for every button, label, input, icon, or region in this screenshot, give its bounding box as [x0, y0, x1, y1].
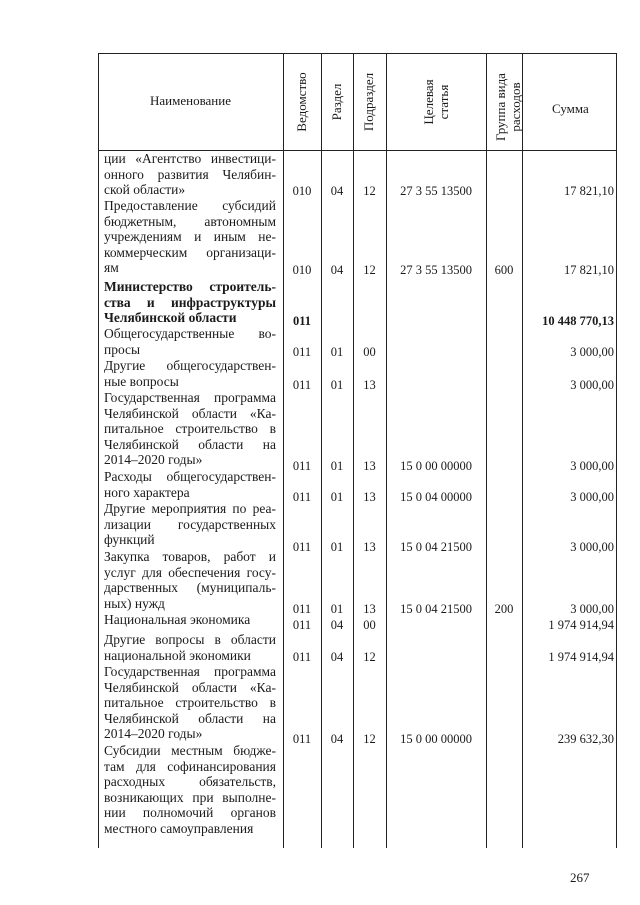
row-name-line: ных) нужд [104, 595, 165, 611]
row-razdel: 01 [330, 602, 344, 616]
row-podrazdel: 12 [363, 732, 376, 746]
row-name-line: питальное строительство в [104, 421, 276, 437]
row-vedomstvo: 011 [292, 378, 312, 392]
row-celevaya-statya: 27 3 55 13500 [400, 184, 472, 198]
row-name-line: нии полномочий органов [104, 805, 276, 821]
row-celevaya-statya: 27 3 55 13500 [400, 263, 472, 277]
row-name-line: Челябинской области на [104, 710, 276, 726]
row-name-line: ного характера [104, 484, 190, 500]
row-razdel: 04 [330, 263, 344, 277]
row-name-line: лизации государственных [104, 516, 276, 532]
row-name-line: бюджетным, автономным [104, 213, 276, 229]
row-vedomstvo: 011 [292, 732, 312, 746]
row-name-line: просы [104, 341, 141, 357]
row-summa: 3 000,00 [570, 540, 614, 554]
row-gruppa: 200 [494, 602, 514, 616]
row-summa: 3 000,00 [570, 490, 614, 504]
header-name: Наименование [150, 93, 231, 108]
header-razdel: Раздел [329, 83, 344, 121]
row-podrazdel: 13 [363, 490, 376, 504]
row-name-line: местного самоуправления [104, 820, 254, 836]
header-vedomstvo: Ведомство [294, 72, 309, 132]
row-razdel: 01 [330, 540, 344, 554]
row-name-line: услуг для обеспечения госу- [104, 564, 276, 580]
row-summa: 17 821,10 [564, 263, 614, 277]
row-name-line: ям [104, 260, 119, 276]
row-name-line: ской области» [104, 182, 186, 198]
row-vedomstvo: 011 [292, 490, 312, 504]
row-vedomstvo: 011 [292, 540, 312, 554]
row-vedomstvo: 011 [292, 459, 312, 473]
row-name [104, 743, 276, 837]
row-name-line: дарственных (муниципаль- [104, 580, 276, 596]
row-name [104, 469, 276, 500]
row-name-line: 2014–2020 годы» [104, 726, 203, 742]
row-name-line: 2014–2020 годы» [104, 452, 203, 468]
row-podrazdel: 13 [363, 378, 376, 392]
row-vedomstvo: 011 [292, 345, 312, 359]
row-name [104, 390, 276, 468]
col-divider-name [283, 53, 284, 848]
row-summa: 239 632,30 [557, 732, 614, 746]
row-name-line: Челябинской области на [104, 436, 276, 452]
row-name-line: Закупка товаров, работ и [104, 549, 276, 564]
row-celevaya-statya: 15 0 04 00000 [400, 490, 472, 504]
row-name-line: ные вопросы [104, 373, 179, 389]
row-razdel: 01 [330, 345, 344, 359]
row-celevaya-statya: 15 0 04 21500 [400, 602, 472, 616]
row-name-line: Челябинской области [104, 310, 237, 326]
row-name-line: Общегосударственные во- [104, 326, 276, 341]
row-name-line: Челябинской области «Ка- [104, 679, 276, 695]
row-razdel: 04 [330, 650, 344, 664]
row-name-line: учреждениям и иным не- [104, 229, 276, 245]
row-name [104, 632, 276, 663]
col-divider-left [98, 53, 99, 848]
row-celevaya-statya: 15 0 00 00000 [400, 732, 472, 746]
row-name [104, 198, 276, 276]
header-celevaya-2: статья [436, 84, 451, 120]
row-name-line: Субсидии местным бюдже- [104, 743, 276, 758]
row-name-line: коммерческим организаци- [104, 244, 276, 260]
row-vedomstvo: 011 [292, 618, 312, 632]
row-name [104, 358, 276, 389]
row-summa: 1 974 914,94 [548, 650, 614, 664]
row-name-line: ции «Агентство инвестици- [104, 151, 276, 166]
row-summa: 3 000,00 [570, 602, 614, 616]
col-divider-right [616, 53, 617, 848]
row-vedomstvo: 010 [292, 263, 312, 277]
col-divider-ved [321, 53, 322, 848]
row-summa: 3 000,00 [570, 378, 614, 392]
row-name-line: Государственная программа [104, 664, 276, 679]
row-name [104, 612, 276, 628]
row-name-line: функций [104, 532, 155, 548]
row-summa: 1 974 914,94 [548, 618, 614, 632]
row-razdel: 04 [330, 732, 344, 746]
col-divider-raz [353, 53, 354, 848]
header-gruppa-2: расходов [508, 82, 523, 132]
row-summa: 17 821,10 [564, 184, 614, 198]
row-name-line: Национальная экономика [104, 612, 251, 627]
row-summa: 3 000,00 [570, 345, 614, 359]
row-name [104, 664, 276, 742]
row-name-line: Предоставление субсидий [104, 198, 276, 213]
row-podrazdel: 00 [363, 345, 376, 359]
row-podrazdel: 13 [363, 459, 376, 473]
row-podrazdel: 12 [363, 650, 376, 664]
row-name-line: национальной экономики [104, 647, 251, 663]
row-name-line: там для софинансирования [104, 758, 276, 774]
col-divider-pod [386, 53, 387, 848]
row-name-line: расходных обязательств, [104, 774, 276, 790]
row-vedomstvo: 011 [292, 650, 312, 664]
row-name-line: Министерство строитель- [104, 279, 276, 294]
page-number: 267 [570, 870, 590, 885]
row-razdel: 01 [330, 459, 344, 473]
row-name [104, 549, 276, 611]
row-razdel: 04 [330, 184, 344, 198]
row-celevaya-statya: 15 0 00 00000 [400, 459, 472, 473]
col-divider-cel [486, 53, 487, 848]
row-name-line: возникающих при выполне- [104, 789, 276, 805]
row-vedomstvo: 011 [292, 602, 312, 616]
header-podrazdel: Подраздел [361, 72, 376, 132]
row-name-line: онного развития Челябин- [104, 166, 276, 182]
row-gruppa: 600 [494, 263, 514, 277]
row-razdel: 04 [330, 618, 344, 632]
row-name-line: Другие общегосударствен- [104, 358, 276, 373]
row-name-line: питальное строительство в [104, 695, 276, 711]
row-name [104, 501, 276, 548]
row-name [104, 279, 276, 326]
row-celevaya-statya: 15 0 04 21500 [400, 540, 472, 554]
row-name [104, 326, 276, 357]
row-podrazdel: 13 [363, 540, 376, 554]
row-name-line: Государственная программа [104, 390, 276, 405]
row-name-line: ства и инфраструктуры [104, 294, 276, 310]
col-divider-grp [522, 53, 523, 848]
row-podrazdel: 13 [363, 602, 376, 616]
header-celevaya-1: Целевая [421, 79, 436, 125]
row-podrazdel: 00 [363, 618, 376, 632]
row-name-line: Другие мероприятия по реа- [104, 501, 276, 516]
row-name-line: Другие вопросы в области [104, 632, 276, 647]
row-podrazdel: 12 [363, 263, 376, 277]
row-name-line: Челябинской области «Ка- [104, 405, 276, 421]
table-top-border [98, 53, 616, 54]
header-summa: Сумма [552, 101, 589, 116]
row-summa: 3 000,00 [570, 459, 614, 473]
row-summa: 10 448 770,13 [542, 314, 614, 328]
row-razdel: 01 [330, 490, 344, 504]
row-name [104, 151, 276, 198]
row-vedomstvo: 010 [292, 184, 312, 198]
row-razdel: 01 [330, 378, 344, 392]
row-vedomstvo: 011 [292, 314, 312, 328]
header-gruppa-1: Группа вида [493, 73, 508, 141]
row-name-line: Расходы общегосударствен- [104, 469, 276, 484]
row-podrazdel: 12 [363, 184, 376, 198]
